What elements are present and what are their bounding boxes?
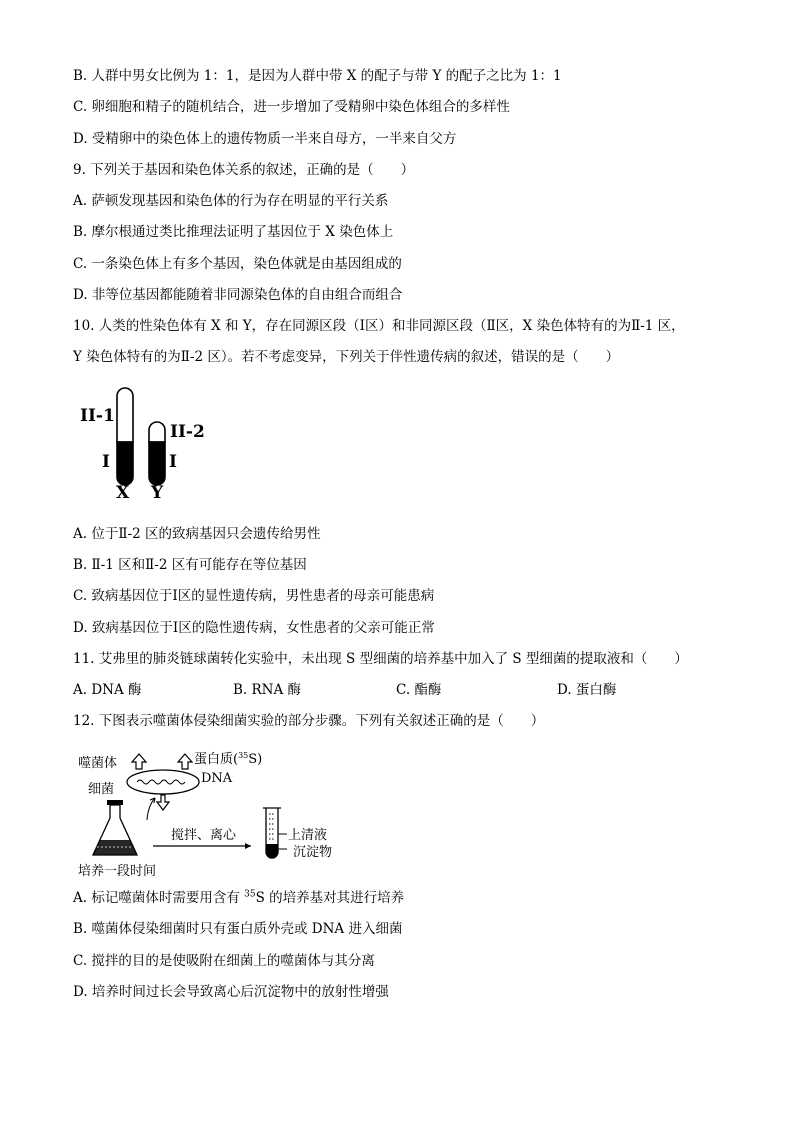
up-arrow-right (178, 754, 192, 769)
q9-option-c: C. 一条染色体上有多个基因，染色体就是由基因组成的 (73, 256, 402, 272)
q11-option-d: D. 蛋白酶 (557, 682, 617, 698)
q8-option-b: B. 人群中男女比例为 1：1，是因为人群中带 X 的配子与带 Y 的配子之比为 1：1 (73, 68, 562, 84)
q8-option-d: D. 受精卵中的染色体上的遗传物质一半来自母方，一半来自父方 (73, 131, 457, 147)
curved-arrow (147, 798, 155, 820)
q9-option-d: D. 非等位基因都能随着非同源染色体的自由组合而组合 (73, 287, 403, 303)
q9-option-a: A. 萨顿发现基因和染色体的行为存在明显的平行关系 (73, 193, 389, 209)
q11-option-b: B. RNA 酶 (233, 682, 302, 698)
q12-stem: 12. 下图表示噬菌体侵染细菌实验的部分步骤。下列有关叙述正确的是（ ） (73, 713, 545, 729)
label-supernatant: 上清液 (288, 828, 328, 843)
label-x: X (116, 483, 130, 503)
q10-option-d: D. 致病基因位于Ⅰ区的隐性遗传病，女性患者的父亲可能正常 (73, 620, 435, 636)
label-dna: DNA (201, 771, 233, 786)
y-chromosome-white (149, 422, 165, 442)
label-protein: 蛋白质($^{35}$S) (194, 751, 263, 767)
label-ii1: II-1 (80, 406, 115, 426)
label-phage: 噬菌体 (78, 756, 118, 771)
q10-option-a: A. 位于Ⅱ-2 区的致病基因只会遗传给男性 (73, 526, 321, 542)
q12-option-b: B. 噬菌体侵染细菌时只有蛋白质外壳或 DNA 进入细菌 (73, 921, 403, 937)
phage-experiment-figure (73, 742, 373, 882)
q11-stem: 11. 艾弗里的肺炎链球菌转化实验中，未出现 S 型细菌的培养基中加入了 S 型细菌的提取液和（ ） (73, 651, 688, 667)
x-chromosome-black (117, 442, 133, 485)
q10-option-b: B. Ⅱ-1 区和Ⅱ-2 区有可能存在等位基因 (73, 557, 307, 573)
label-bacteria: 细菌 (88, 782, 115, 797)
label-culture: 培养一段时间 (78, 864, 157, 879)
q8-option-c: C. 卵细胞和精子的随机结合，进一步增加了受精卵中染色体组合的多样性 (73, 99, 510, 115)
sex-chromosome-figure (75, 382, 205, 504)
x-chromosome-white (117, 388, 133, 442)
q11-option-a: A. DNA 酶 (73, 682, 142, 698)
down-arrow (157, 795, 169, 810)
q10-stem-line1: 10. 人类的性染色体有 X 和 Y，存在同源区段（Ⅰ区）和非同源区段（Ⅱ区，X 染色体特有的为Ⅱ-1 区， (73, 318, 685, 334)
label-sediment: 沉淀物 (293, 845, 333, 860)
label-ii2: II-2 (170, 422, 205, 442)
q12-option-d: D. 培养时间过长会导致离心后沉淀物中的放射性增强 (73, 984, 389, 1000)
label-i-right: I (169, 452, 177, 472)
q12-option-c: C. 搅拌的目的是使吸附在细菌上的噬菌体与其分离 (73, 953, 375, 969)
bacterium-cell (127, 770, 199, 794)
sediment-layer (266, 844, 278, 858)
q12-option-a: A. 标记噬菌体时需要用含有 $^{35}$S 的培养基对其进行培养 (73, 889, 405, 906)
q10-stem-line2: Y 染色体特有的为Ⅱ-2 区）。若不考虑变异，下列关于伴性遗传病的叙述，错误的是（ ） (73, 349, 620, 365)
q11-option-c: C. 酯酶 (396, 682, 442, 698)
label-i-left: I (102, 452, 110, 472)
label-stir: 搅拌、离心 (171, 828, 237, 843)
flask-neck-cap (107, 800, 123, 805)
label-y: Y (151, 483, 164, 503)
y-chromosome-black (149, 442, 165, 485)
up-arrow-left (132, 754, 146, 769)
q10-option-c: C. 致病基因位于Ⅰ区的显性遗传病，男性患者的母亲可能患病 (73, 588, 435, 604)
q9-stem: 9. 下列关于基因和染色体关系的叙述，正确的是（ ） (73, 162, 415, 178)
q9-option-b: B. 摩尔根通过类比推理法证明了基因位于 X 染色体上 (73, 224, 394, 240)
culture-medium (93, 840, 137, 855)
